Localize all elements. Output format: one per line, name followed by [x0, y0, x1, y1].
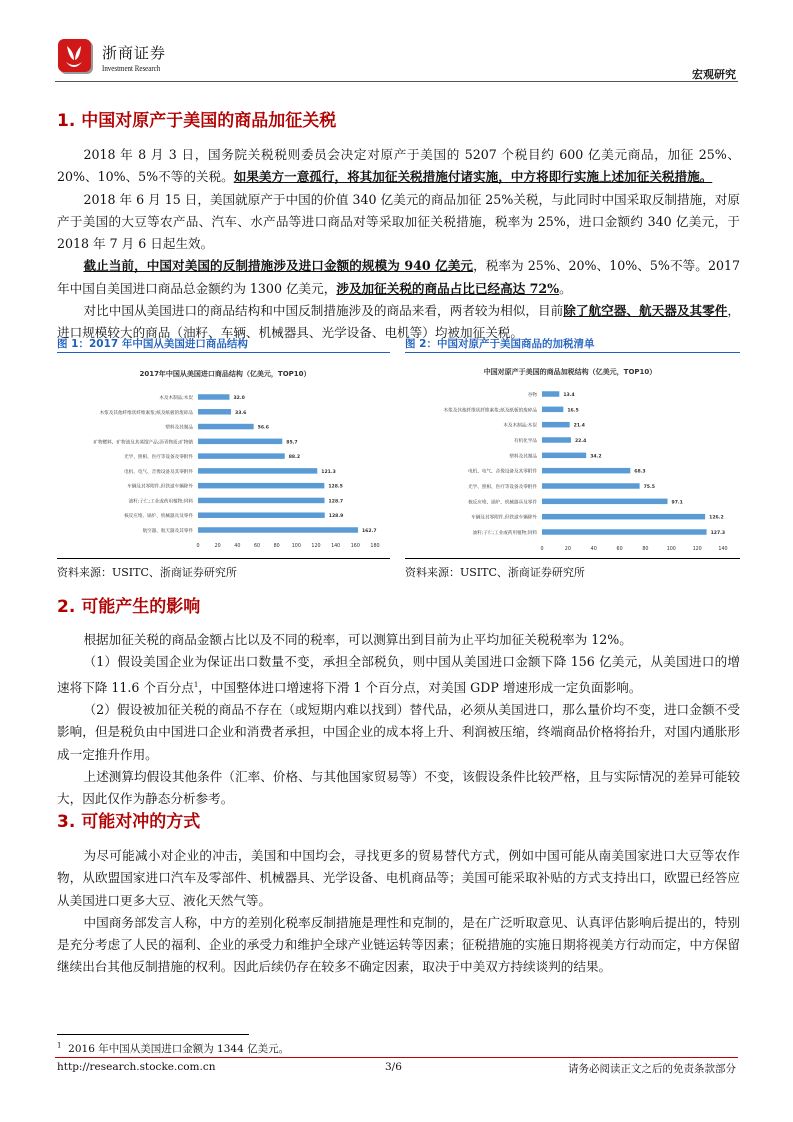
footnote-reference[interactable]: 1 — [193, 680, 199, 689]
x-tick-label: 80 — [273, 544, 280, 549]
bar — [542, 529, 707, 535]
category-label: 木浆及其他纤维状纤维素浆;纸及纸板的废碎品 — [443, 408, 537, 414]
body-paragraph — [57, 699, 740, 766]
paragraph-text: 2018 年 6 月 15 日，美国就原产于中国的价值 340 亿美元的商品加征 25%关税，与此同时中国采取反制措施，对原产于美国的大豆等农产品、汽车、水产品等进口商品对等采取加征关税措施，税率为 25%，进口金额约 340 亿美元，于 2018 年 7 月 6 日起生效。 — [57, 191, 740, 252]
bar — [198, 498, 325, 504]
x-tick-label: 140 — [331, 544, 341, 549]
bar — [198, 424, 254, 430]
section-1-heading: 1. 中国对原产于美国的商品加征关税 — [57, 111, 337, 131]
category-label: 矿物燃料、矿物油及其蒸馏产品;沥青物质;矿物蜡 — [93, 440, 193, 446]
logo-text-en: Investment Research — [102, 63, 161, 73]
bar — [198, 468, 317, 474]
x-tick-label: 40 — [234, 544, 241, 549]
logo-text-cn: 浙商证券 — [102, 44, 167, 62]
paragraph-text: （2）假设被加征关税的商品不存在（或短期内难以找到）替代品，必须从美国进口，那么量价均不变，进口金额不受影响，但是税负由中国进口企业和消费者承担，中国企业的成本将上升、利润被压缩，终端商品价格将抬升，对国内通胀形成一定推升作用。 — [57, 702, 740, 762]
category-label: 航空器、航天器及其零件 — [142, 529, 193, 534]
category-label: 电机、电气、音像设备及其零附件 — [468, 469, 537, 475]
x-tick-label: 20 — [214, 544, 221, 549]
bar — [542, 437, 571, 443]
category-label: 光学、照相、医疗等设备及零附件 — [124, 455, 193, 461]
footer-disclaimer: 请务必阅读正文之后的免责条款部分 — [568, 1063, 736, 1075]
figure-1-caption-rule — [57, 352, 390, 353]
bar — [198, 483, 324, 489]
figure-2-bottom-rule — [405, 558, 740, 559]
paragraph-text: 上述测算均假设其他条件（汇率、价格、与其他国家贸易等）不变，该假设条件比较严格，且与实际情况的差异可能较大，因此仅作为静态分析参考。 — [57, 768, 740, 807]
category-label: 木及木制品;木炭 — [503, 423, 537, 429]
paragraph-text: ，进口规模较大的商品（油籽、车辆、机械器具、光学设备、电机等）均被加征关税。 — [57, 303, 741, 341]
bar — [542, 499, 668, 505]
data-label: 127.3 — [710, 531, 726, 536]
paragraph-text: 根据加征关税的商品金额占比以及不同的税率，可以测算出到目前为止平均加征关税税率为 12%。 — [83, 632, 632, 647]
data-label: 162.7 — [361, 529, 377, 534]
x-tick-label: 0 — [196, 544, 200, 549]
paragraph-text: ，中国整体进口增速将下滑 1 个百分点，对美国 GDP 增速形成一定负面影响。 — [198, 679, 642, 695]
data-label: 128.5 — [328, 484, 343, 490]
paragraph-text: ，税率为 25%、20%、10%、5%不等。2017 年中国自美国进口商品总金额约为 1300 亿美元， — [57, 258, 740, 296]
footnote-divider — [57, 1034, 249, 1035]
body-paragraph — [57, 912, 740, 979]
section-1-body — [57, 144, 740, 345]
category-label: 车辆及其零附件,但铁道车辆除外 — [471, 515, 537, 521]
data-label: 16.5 — [567, 408, 579, 414]
footnote-mark: 1 — [57, 1041, 62, 1050]
x-tick-label: 60 — [253, 544, 261, 549]
category-label: 谷物 — [527, 393, 537, 398]
paragraph-text: 中国商务部发言人称，中方的差别化税率反制措施是理性和克制的，是在广泛听取意见、认真评估影响后提出的，特别是充分考虑了人民的福利、企业的承受力和维护全球产业链运转等因素；征税措施的实施日期将视美方行动而定，中方保留继续出台其他反制措施的权利。因此后续仍存在较多不确定因素，取决于中美双方持续谈判的结果。 — [57, 914, 740, 975]
data-label: 22.4 — [574, 439, 587, 444]
data-label: 34.2 — [590, 454, 602, 460]
bar — [198, 394, 229, 400]
data-label: 33.6 — [235, 410, 247, 416]
x-tick-label: 80 — [642, 547, 649, 552]
paragraph-text: 2018 年 8 月 3 日，国务院关税税则委员会决定对原产于美国的 5207 个税目约 600 亿美元商品，加征 25%、20%、10%、5%不等的关税。 — [57, 147, 740, 185]
section-3-body — [57, 845, 740, 979]
data-label: 128.7 — [328, 499, 344, 505]
x-tick-label: 180 — [370, 544, 380, 549]
category-label: 木及木制品;木炭 — [159, 396, 193, 401]
bar — [542, 422, 570, 428]
section-3-heading: 3. 可能对冲的方式 — [57, 812, 201, 832]
data-label: 121.3 — [321, 469, 336, 475]
data-label: 13.4 — [563, 393, 575, 398]
section-2-body — [57, 629, 740, 811]
data-label: 128.9 — [328, 514, 344, 520]
data-label: 88.2 — [288, 455, 301, 461]
category-label: 塑料及其制品 — [509, 454, 537, 460]
bar — [542, 407, 563, 413]
data-label: 85.7 — [286, 440, 298, 446]
body-paragraph — [57, 255, 740, 300]
category-label: 塑料及其制品 — [165, 425, 193, 431]
x-tick-label: 140 — [718, 547, 728, 552]
section-2-heading: 2. 可能产生的影响 — [57, 597, 201, 617]
footnote-text: 2016 年中国从美国进口金额为 1344 亿美元。 — [68, 1043, 290, 1055]
footer-divider — [55, 1057, 738, 1058]
data-label: 56.6 — [257, 425, 270, 431]
x-tick-label: 120 — [692, 547, 702, 552]
header-divider — [55, 81, 738, 82]
x-tick-label: 100 — [666, 547, 676, 552]
bar — [198, 439, 282, 445]
data-label: 21.4 — [573, 423, 586, 429]
bar — [198, 409, 231, 415]
emphasized-text: 截止当前，中国对美国的反制措施涉及进口金额的规模为 940 亿美元 — [83, 258, 474, 274]
bar — [542, 483, 640, 489]
x-tick-label: 20 — [564, 547, 571, 552]
bar — [198, 453, 285, 459]
data-label: 75.5 — [643, 485, 655, 490]
figure-2-source: 资料来源：USITC、浙商证券研究所 — [405, 566, 585, 579]
figure-1-bottom-rule — [57, 558, 390, 559]
chart-title: 中国对原产于美国的商品加税结构（亿美元，TOP10） — [483, 368, 657, 376]
footer-url[interactable]: http://research.stocke.com.cn — [57, 1061, 216, 1073]
category-label: 核反应堆、锅炉、机械器具及零件 — [124, 514, 193, 520]
category-label: 木浆及其他纤维状纤维素浆;纸及纸板的废碎品 — [99, 410, 193, 416]
figure-2-caption: 图 2：中国对原产于美国商品的加税清单 — [405, 338, 595, 350]
footnote — [57, 1041, 289, 1056]
bar — [542, 391, 559, 397]
category-label: 油籽;子仁;工业或药用植物;饲料 — [128, 499, 193, 505]
bar — [198, 512, 325, 518]
paragraph-text: （1）假设美国企业为保证出口数量不变，承担全部税负，则中国从美国进口金额下降 156 亿美元，从美国进口的增速将下降 11.6 个百分点 — [57, 654, 740, 695]
chart-title: 2017年中国从美国进口商品结构（亿美元，TOP10） — [139, 370, 311, 378]
x-tick-label: 120 — [311, 544, 321, 549]
bar — [542, 468, 630, 474]
body-paragraph — [57, 845, 740, 912]
data-label: 97.1 — [671, 500, 683, 506]
figure-1-bar-chart — [55, 360, 395, 560]
category-label: 核反应堆、锅炉、机械器具及零件 — [468, 500, 537, 506]
bar — [542, 514, 705, 520]
category-label: 车辆及其零附件,但铁道车辆除外 — [127, 484, 193, 490]
emphasized-text: 涉及加征关税的商品占比已经高达 72% — [336, 280, 560, 296]
category-label: 光学、照相、医疗等设备及零附件 — [468, 485, 537, 490]
body-paragraph — [57, 144, 740, 189]
body-paragraph — [57, 651, 740, 699]
body-paragraph — [57, 766, 740, 811]
category-label: 油籽;子仁;工业或药用植物;饲料 — [472, 531, 537, 536]
paragraph-text: 对比中国从美国进口的商品结构和中国反制措施涉及的商品来看，两者较为相似，目前 — [83, 303, 564, 319]
figure-1-source: 资料来源：USITC、浙商证券研究所 — [57, 566, 237, 579]
emphasized-text: 如果美方一意孤行，将其加征关税措施付诸实施，中方将即行实施上述加征关税措施。 — [233, 169, 713, 185]
paragraph-text: 为尽可能减小对企业的冲击，美国和中国均会，寻找更多的贸易替代方式，例如中国可能从南美国家进口大豆等农作物，从欧盟国家进口汽车及零部件、机械器具、光学设备、电机商品等；美国可能采取补贴的方式支持出口，欧盟已经答应从美国进口更多大豆、液化天然气等。 — [57, 848, 740, 908]
company-logo — [57, 38, 95, 76]
body-paragraph — [57, 629, 740, 651]
page-number: 3/6 — [385, 1061, 402, 1073]
x-tick-label: 0 — [540, 547, 544, 552]
bar — [542, 453, 586, 459]
x-tick-label: 60 — [616, 547, 623, 552]
x-tick-label: 100 — [291, 544, 301, 549]
body-paragraph — [57, 189, 740, 256]
category-label: 有机化学品 — [514, 439, 537, 444]
bar — [198, 527, 358, 533]
data-label: 68.3 — [634, 469, 646, 475]
emphasized-text: 除了航空器、航天器及其零件 — [563, 303, 728, 319]
data-label: 126.2 — [709, 515, 724, 521]
data-label: 32.0 — [233, 396, 245, 401]
figure-2-bar-chart — [400, 360, 740, 560]
figure-1-caption: 图 1：2017 年中国从美国进口商品结构 — [57, 338, 248, 350]
x-tick-label: 40 — [590, 547, 597, 552]
figure-2-caption-rule — [405, 352, 740, 353]
x-tick-label: 160 — [350, 544, 360, 549]
category-label: 电机、电气、音像设备及其零附件 — [124, 469, 193, 475]
paragraph-text: 。 — [559, 280, 572, 296]
report-category: 宏观研究 — [692, 68, 736, 81]
